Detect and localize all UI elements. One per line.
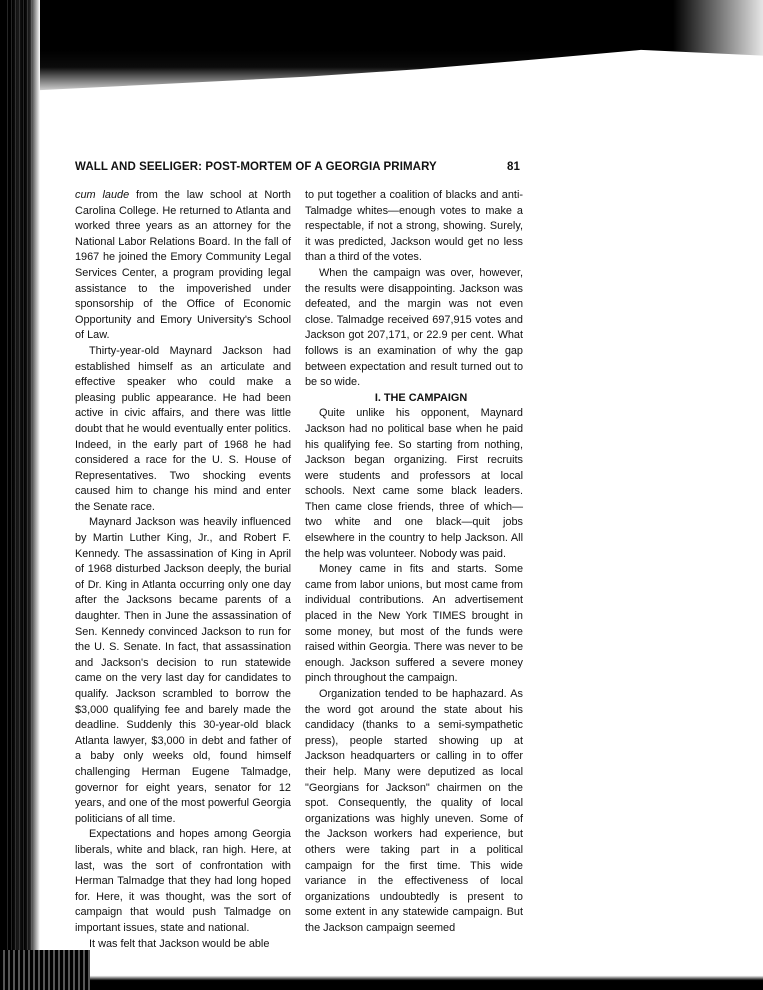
paragraph: Thirty-year-old Maynard Jackson had established himself as an articulate and effective speaker who could make a pleasing public appearance. He had been active in civic affairs, and there was little doubt that he would eventually enter politics. Indeed, in the early part of 1968 he had considered a race for the U. S. House of Representatives. Two shocking events caused him to change his mind and enter the Senate race. (75, 344, 291, 513)
paragraph-text: from the law school at North Carolina College. He returned to Atlanta and worked three years as an attorney for the National Labor Relations Board. In the fall of 1967 he joined the Emory Community Legal Services Center, a program providing legal assistance to the impoverished under sponsorship of the Office of Economic Opportunity and Emory University's School of Law. (75, 189, 291, 342)
spine-texture (4, 0, 32, 990)
scan-artifact-corner (0, 950, 90, 990)
right-column (305, 188, 523, 937)
scan-shadow-bottom (0, 966, 763, 990)
paragraph: When the campaign was over, however, the results were disappointing. Jackson was defeated, and the margin was not even close. Talmadge received 697,915 votes and Jackson got 207,171, or 22.9 per cent. What follows is an examination of why the gap between expectation and result turned out to be so wide. (305, 266, 523, 389)
italic-phrase: cum laude (75, 189, 130, 201)
paragraph: Expectations and hopes among Georgia liberals, white and black, ran high. Here, at last, was the sort of confrontation with Herman Talmadge that they had long hoped for. Here, it was thought, was the sort of campaign that would push Talmadge on important issues, state and national. (75, 828, 291, 934)
page-number: 81 (507, 161, 520, 173)
scan-highlight (613, 0, 763, 60)
section-heading: I. THE CAMPAIGN (374, 391, 468, 404)
paragraph: Money came in fits and starts. Some came from labor unions, but most came from individual contributions. An advertisement placed in the New York TIMES brought in some money, but most of the funds were raised within Georgia. There was never to be enough. Jackson suffered a severe money pinch throughout the campaign. (305, 563, 523, 685)
paragraph: Maynard Jackson was heavily influenced by Martin Luther King, Jr., and Robert F. Kennedy. The assassination of King in April of 1968 disturbed Jackson deeply, the burial of Dr. King in Atlanta occurring only one day after the Jacksons became parents of a daughter. Then in June the assassination of Sen. Kennedy convinced Jackson to run for the U. S. Senate. In fact, that assassination and Jackson's decision to run statewide came on the very last day for candidates to qualify. Jackson scrambled to borrow the $3,000 qualifying fee and barely made the deadline. Suddenly this 30-year-old black Atlanta lawyer, $3,000 in debt and father of a baby only weeks old, found himself challenging Herman Eugene Talmadge, governor for eight years, senator for 12 years, and one of the most powerful Georgia politicians of all time. (75, 516, 291, 825)
paragraph: to put together a coalition of blacks and anti-Talmadge whites—enough votes to make a respectable, if not a strong, showing. Surely, it was predicted, Jackson would get no less than a third of the votes. (305, 189, 523, 264)
paragraph: It was felt that Jackson would be able (89, 937, 270, 950)
paragraph: Organization tended to be haphazard. As the word got around the state about his candidacy (thanks to a semi-sympathetic press), people started showing up at Jackson headquarters or calling in to offer their help. Many were deputized as local "Georgians for Jackson" chairmen on the spot. Consequently, the quality of local organizations was highly uneven. Some of the Jackson workers had experience, but others were taking part in a political campaign for the first time. This wide variance in the effectiveness of local organizations undoubtedly is present to some extent in any statewide campaign. But the Jackson campaign seemed (305, 688, 523, 934)
paragraph: Quite unlike his opponent, Maynard Jackson had no political base when he paid his qualifying fee. So starting from nothing, Jackson began organizing. First recruits were students and professors at local schools. Next came some black leaders. Then came close friends, three of which—two white and one black—quit jobs elsewhere in the country to help Jackson. All the help was volunteer. Nobody was paid. (305, 407, 523, 560)
running-header (75, 159, 520, 175)
running-title: WALL AND SEELIGER: POST-MORTEM OF A GEORGIA PRIMARY (75, 161, 437, 173)
left-column (75, 188, 291, 952)
paragraph (75, 188, 291, 344)
